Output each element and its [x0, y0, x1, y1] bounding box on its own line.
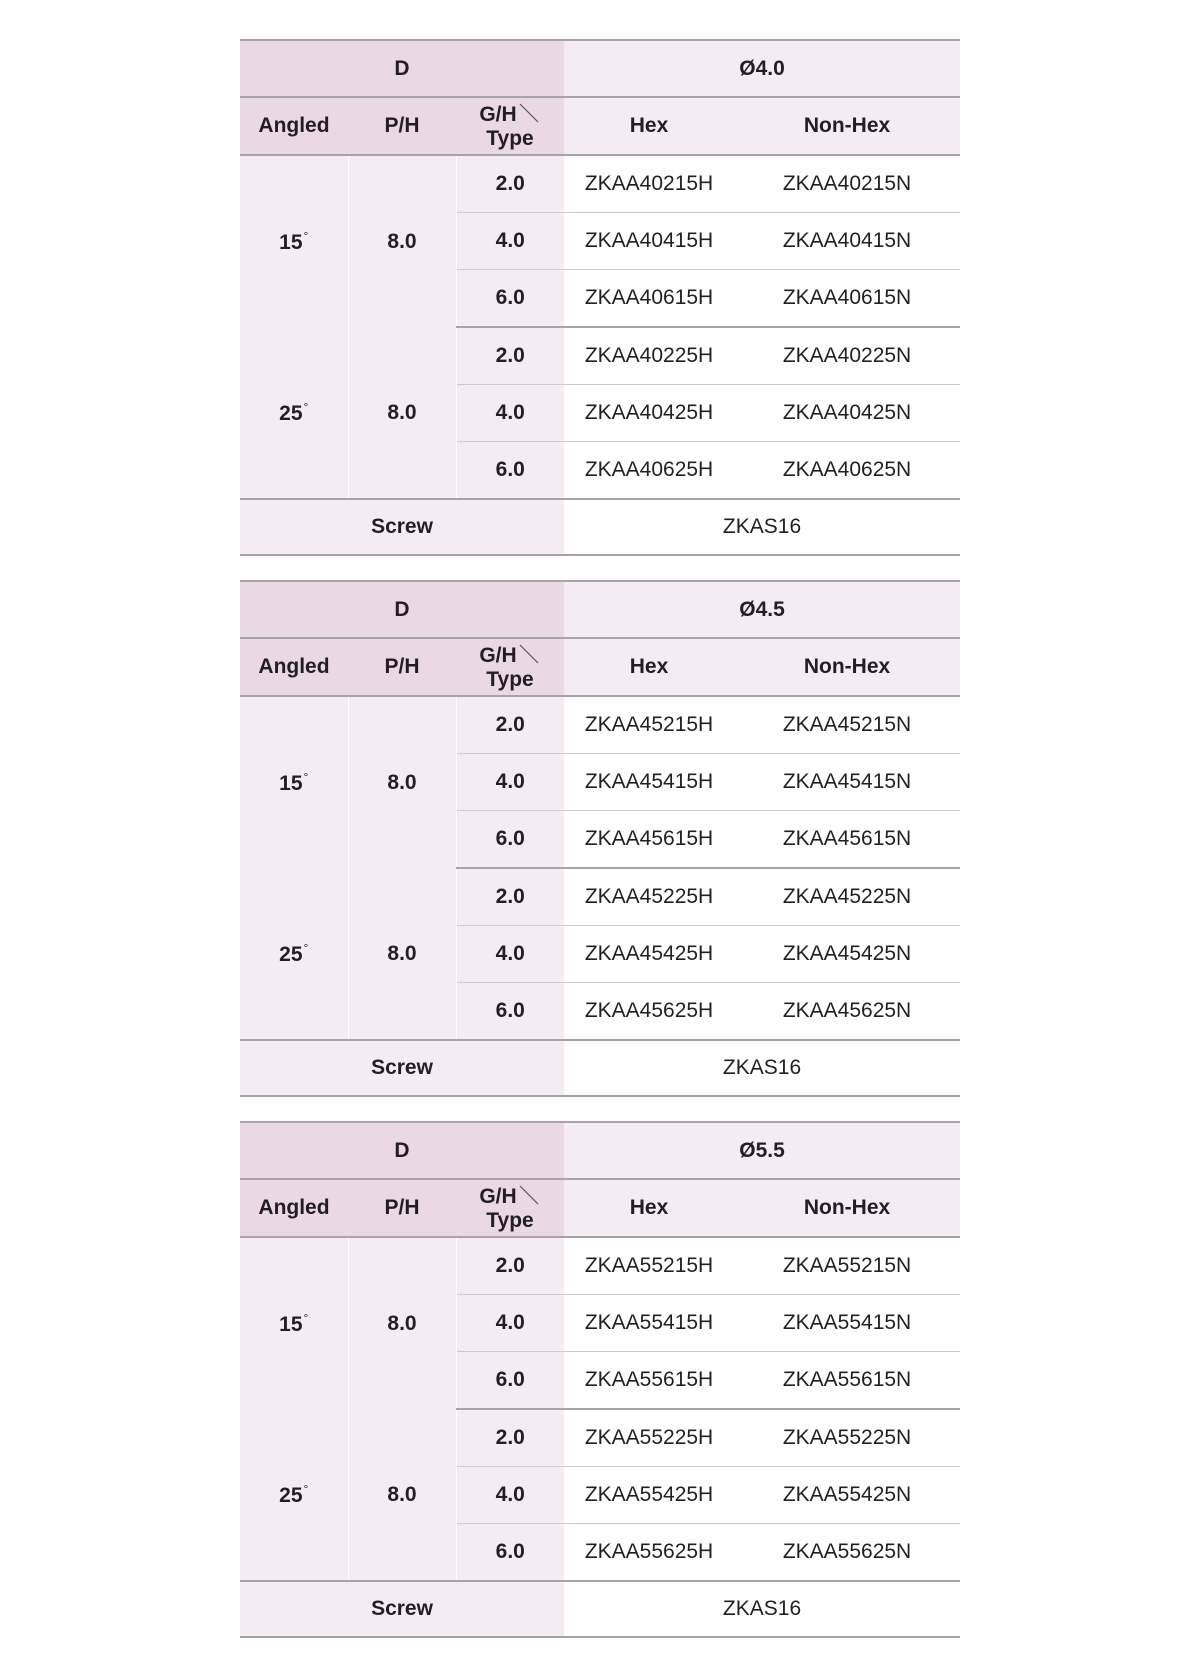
nonhex-code-cell: ZKAA45225N: [734, 868, 960, 926]
screw-code-text: ZKAS16: [722, 1597, 802, 1620]
angle-cell: [240, 1237, 348, 1409]
angle-value: 15: [279, 771, 303, 795]
nonhex-code-cell: ZKAA45625N: [734, 983, 960, 1041]
gh-cell: 6.0: [456, 442, 564, 500]
hex-code-cell: ZKAA55615H: [564, 1352, 734, 1410]
col-hex: [564, 97, 734, 155]
diagonal-slash-icon: [517, 101, 541, 125]
header-row: [240, 581, 960, 638]
ph-cell: [348, 696, 456, 868]
col-ph: [348, 97, 456, 155]
product-spec-table: [240, 1121, 960, 1638]
col-angled-text: Angled: [258, 1196, 330, 1219]
ph-value: 8.0: [387, 400, 417, 424]
nonhex-code-cell: ZKAA55615N: [734, 1352, 960, 1410]
screw-row: [240, 1040, 960, 1096]
ph-value: 8.0: [387, 770, 417, 794]
ph-cell: [348, 868, 456, 1040]
gh-cell: 4.0: [456, 926, 564, 983]
ph-cell: [348, 327, 456, 499]
table-row: [240, 1409, 960, 1467]
col-nonhex-text: Non-Hex: [803, 114, 891, 137]
screw-code-text: ZKAS16: [722, 515, 802, 538]
col-gh-type: [456, 638, 564, 696]
nonhex-code-cell: ZKAA45415N: [734, 754, 960, 811]
subheader-row: [240, 97, 960, 155]
nonhex-code-cell: ZKAA40225N: [734, 327, 960, 385]
angle-value: 25: [279, 942, 303, 966]
col-angled: [240, 638, 348, 696]
gh-cell: 2.0: [456, 155, 564, 213]
hex-code-cell: ZKAA45625H: [564, 983, 734, 1041]
hex-code-cell: ZKAA45415H: [564, 754, 734, 811]
degree-symbol: °: [303, 399, 309, 414]
hex-code-cell: ZKAA40425H: [564, 385, 734, 442]
col-nonhex: [734, 638, 960, 696]
nonhex-code-cell: ZKAA55215N: [734, 1237, 960, 1295]
col-type-text: Type: [486, 668, 534, 691]
degree-symbol: °: [303, 1310, 309, 1325]
angle-value: 15: [279, 1312, 303, 1336]
gh-cell: 4.0: [456, 1467, 564, 1524]
hex-code-cell: ZKAA40615H: [564, 270, 734, 328]
screw-label: [240, 1581, 564, 1637]
col-angled: [240, 97, 348, 155]
ph-cell: [348, 155, 456, 327]
ph-cell: [348, 1237, 456, 1409]
screw-row: [240, 499, 960, 555]
diameter-label: [564, 40, 960, 97]
hex-code-cell: ZKAA40225H: [564, 327, 734, 385]
angle-cell: [240, 327, 348, 499]
product-spec-table: [240, 39, 960, 556]
angle-value: 25: [279, 401, 303, 425]
nonhex-code-cell: ZKAA40625N: [734, 442, 960, 500]
diameter-text: Ø5.5: [739, 1138, 785, 1162]
nonhex-code-cell: ZKAA40425N: [734, 385, 960, 442]
hex-code-cell: ZKAA45225H: [564, 868, 734, 926]
diameter-label: [564, 581, 960, 638]
diameter-label: [564, 1122, 960, 1179]
spec-tables: [240, 39, 960, 1662]
nonhex-code-cell: ZKAA45425N: [734, 926, 960, 983]
screw-code: [564, 1040, 960, 1096]
col-gh-type: [456, 97, 564, 155]
col-gh-text: G/H: [479, 644, 517, 667]
gh-cell: 6.0: [456, 1524, 564, 1582]
screw-code: [564, 499, 960, 555]
col-angled-text: Angled: [258, 114, 330, 137]
col-hex-text: Hex: [629, 655, 669, 678]
screw-row: [240, 1581, 960, 1637]
hex-code-cell: ZKAA55625H: [564, 1524, 734, 1582]
col-type-text: Type: [486, 127, 534, 150]
col-nonhex: [734, 97, 960, 155]
nonhex-code-cell: ZKAA45615N: [734, 811, 960, 869]
col-ph-text: P/H: [384, 655, 420, 678]
col-hex-text: Hex: [629, 114, 669, 137]
col-ph-text: P/H: [384, 114, 420, 137]
col-angled: [240, 1179, 348, 1237]
angle-cell: [240, 155, 348, 327]
header-row: [240, 1122, 960, 1179]
table-row: [240, 155, 960, 213]
d-label: [240, 1122, 564, 1179]
table-row: [240, 327, 960, 385]
angle-cell: [240, 696, 348, 868]
degree-symbol: °: [303, 940, 309, 955]
gh-cell: 6.0: [456, 1352, 564, 1410]
nonhex-code-cell: ZKAA40215N: [734, 155, 960, 213]
table-row: [240, 868, 960, 926]
hex-code-cell: ZKAA55225H: [564, 1409, 734, 1467]
gh-cell: 4.0: [456, 385, 564, 442]
diagonal-slash-icon: [517, 1183, 541, 1207]
d-label-text: D: [394, 1138, 410, 1162]
col-nonhex: [734, 1179, 960, 1237]
col-ph: [348, 1179, 456, 1237]
angle-cell: [240, 1409, 348, 1581]
col-ph: [348, 638, 456, 696]
col-gh-type: [456, 1179, 564, 1237]
col-hex-text: Hex: [629, 1196, 669, 1219]
subheader-row: [240, 638, 960, 696]
gh-cell: 6.0: [456, 811, 564, 869]
hex-code-cell: ZKAA45425H: [564, 926, 734, 983]
hex-code-cell: ZKAA40625H: [564, 442, 734, 500]
screw-label: [240, 499, 564, 555]
gh-cell: 2.0: [456, 696, 564, 754]
header-row: [240, 40, 960, 97]
gh-cell: 2.0: [456, 327, 564, 385]
degree-symbol: °: [303, 1481, 309, 1496]
col-gh-text: G/H: [479, 1185, 517, 1208]
col-hex: [564, 1179, 734, 1237]
hex-code-cell: ZKAA55215H: [564, 1237, 734, 1295]
hex-code-cell: ZKAA40415H: [564, 213, 734, 270]
ph-value: 8.0: [387, 1311, 417, 1335]
hex-code-cell: ZKAA40215H: [564, 155, 734, 213]
d-label: [240, 40, 564, 97]
nonhex-code-cell: ZKAA55425N: [734, 1467, 960, 1524]
ph-value: 8.0: [387, 1482, 417, 1506]
subheader-row: [240, 1179, 960, 1237]
gh-cell: 4.0: [456, 754, 564, 811]
angle-cell: [240, 868, 348, 1040]
table-row: [240, 1237, 960, 1295]
ph-value: 8.0: [387, 229, 417, 253]
ph-cell: [348, 1409, 456, 1581]
diameter-text: Ø4.0: [739, 56, 785, 80]
screw-label: [240, 1040, 564, 1096]
diameter-text: Ø4.5: [739, 597, 785, 621]
degree-symbol: °: [303, 228, 309, 243]
nonhex-code-cell: ZKAA40615N: [734, 270, 960, 328]
gh-cell: 6.0: [456, 270, 564, 328]
angle-value: 25: [279, 1483, 303, 1507]
angle-value: 15: [279, 230, 303, 254]
nonhex-code-cell: ZKAA55625N: [734, 1524, 960, 1582]
screw-label-text: Screw: [371, 515, 433, 538]
col-nonhex-text: Non-Hex: [803, 655, 891, 678]
d-label-text: D: [394, 597, 410, 621]
nonhex-code-cell: ZKAA40415N: [734, 213, 960, 270]
gh-cell: 4.0: [456, 1295, 564, 1352]
screw-code-text: ZKAS16: [722, 1056, 802, 1079]
screw-label-text: Screw: [371, 1056, 433, 1079]
gh-cell: 2.0: [456, 868, 564, 926]
col-hex: [564, 638, 734, 696]
screw-label-text: Screw: [371, 1597, 433, 1620]
col-type-text: Type: [486, 1209, 534, 1232]
col-nonhex-text: Non-Hex: [803, 1196, 891, 1219]
diagonal-slash-icon: [517, 642, 541, 666]
nonhex-code-cell: ZKAA55225N: [734, 1409, 960, 1467]
screw-code: [564, 1581, 960, 1637]
gh-cell: 2.0: [456, 1237, 564, 1295]
hex-code-cell: ZKAA45215H: [564, 696, 734, 754]
gh-cell: 6.0: [456, 983, 564, 1041]
nonhex-code-cell: ZKAA55415N: [734, 1295, 960, 1352]
degree-symbol: °: [303, 769, 309, 784]
nonhex-code-cell: ZKAA45215N: [734, 696, 960, 754]
col-angled-text: Angled: [258, 655, 330, 678]
gh-cell: 2.0: [456, 1409, 564, 1467]
hex-code-cell: ZKAA45615H: [564, 811, 734, 869]
product-spec-table: [240, 580, 960, 1097]
ph-value: 8.0: [387, 941, 417, 965]
d-label: [240, 581, 564, 638]
table-row: [240, 696, 960, 754]
hex-code-cell: ZKAA55425H: [564, 1467, 734, 1524]
col-gh-text: G/H: [479, 103, 517, 126]
d-label-text: D: [394, 56, 410, 80]
gh-cell: 4.0: [456, 213, 564, 270]
hex-code-cell: ZKAA55415H: [564, 1295, 734, 1352]
col-ph-text: P/H: [384, 1196, 420, 1219]
